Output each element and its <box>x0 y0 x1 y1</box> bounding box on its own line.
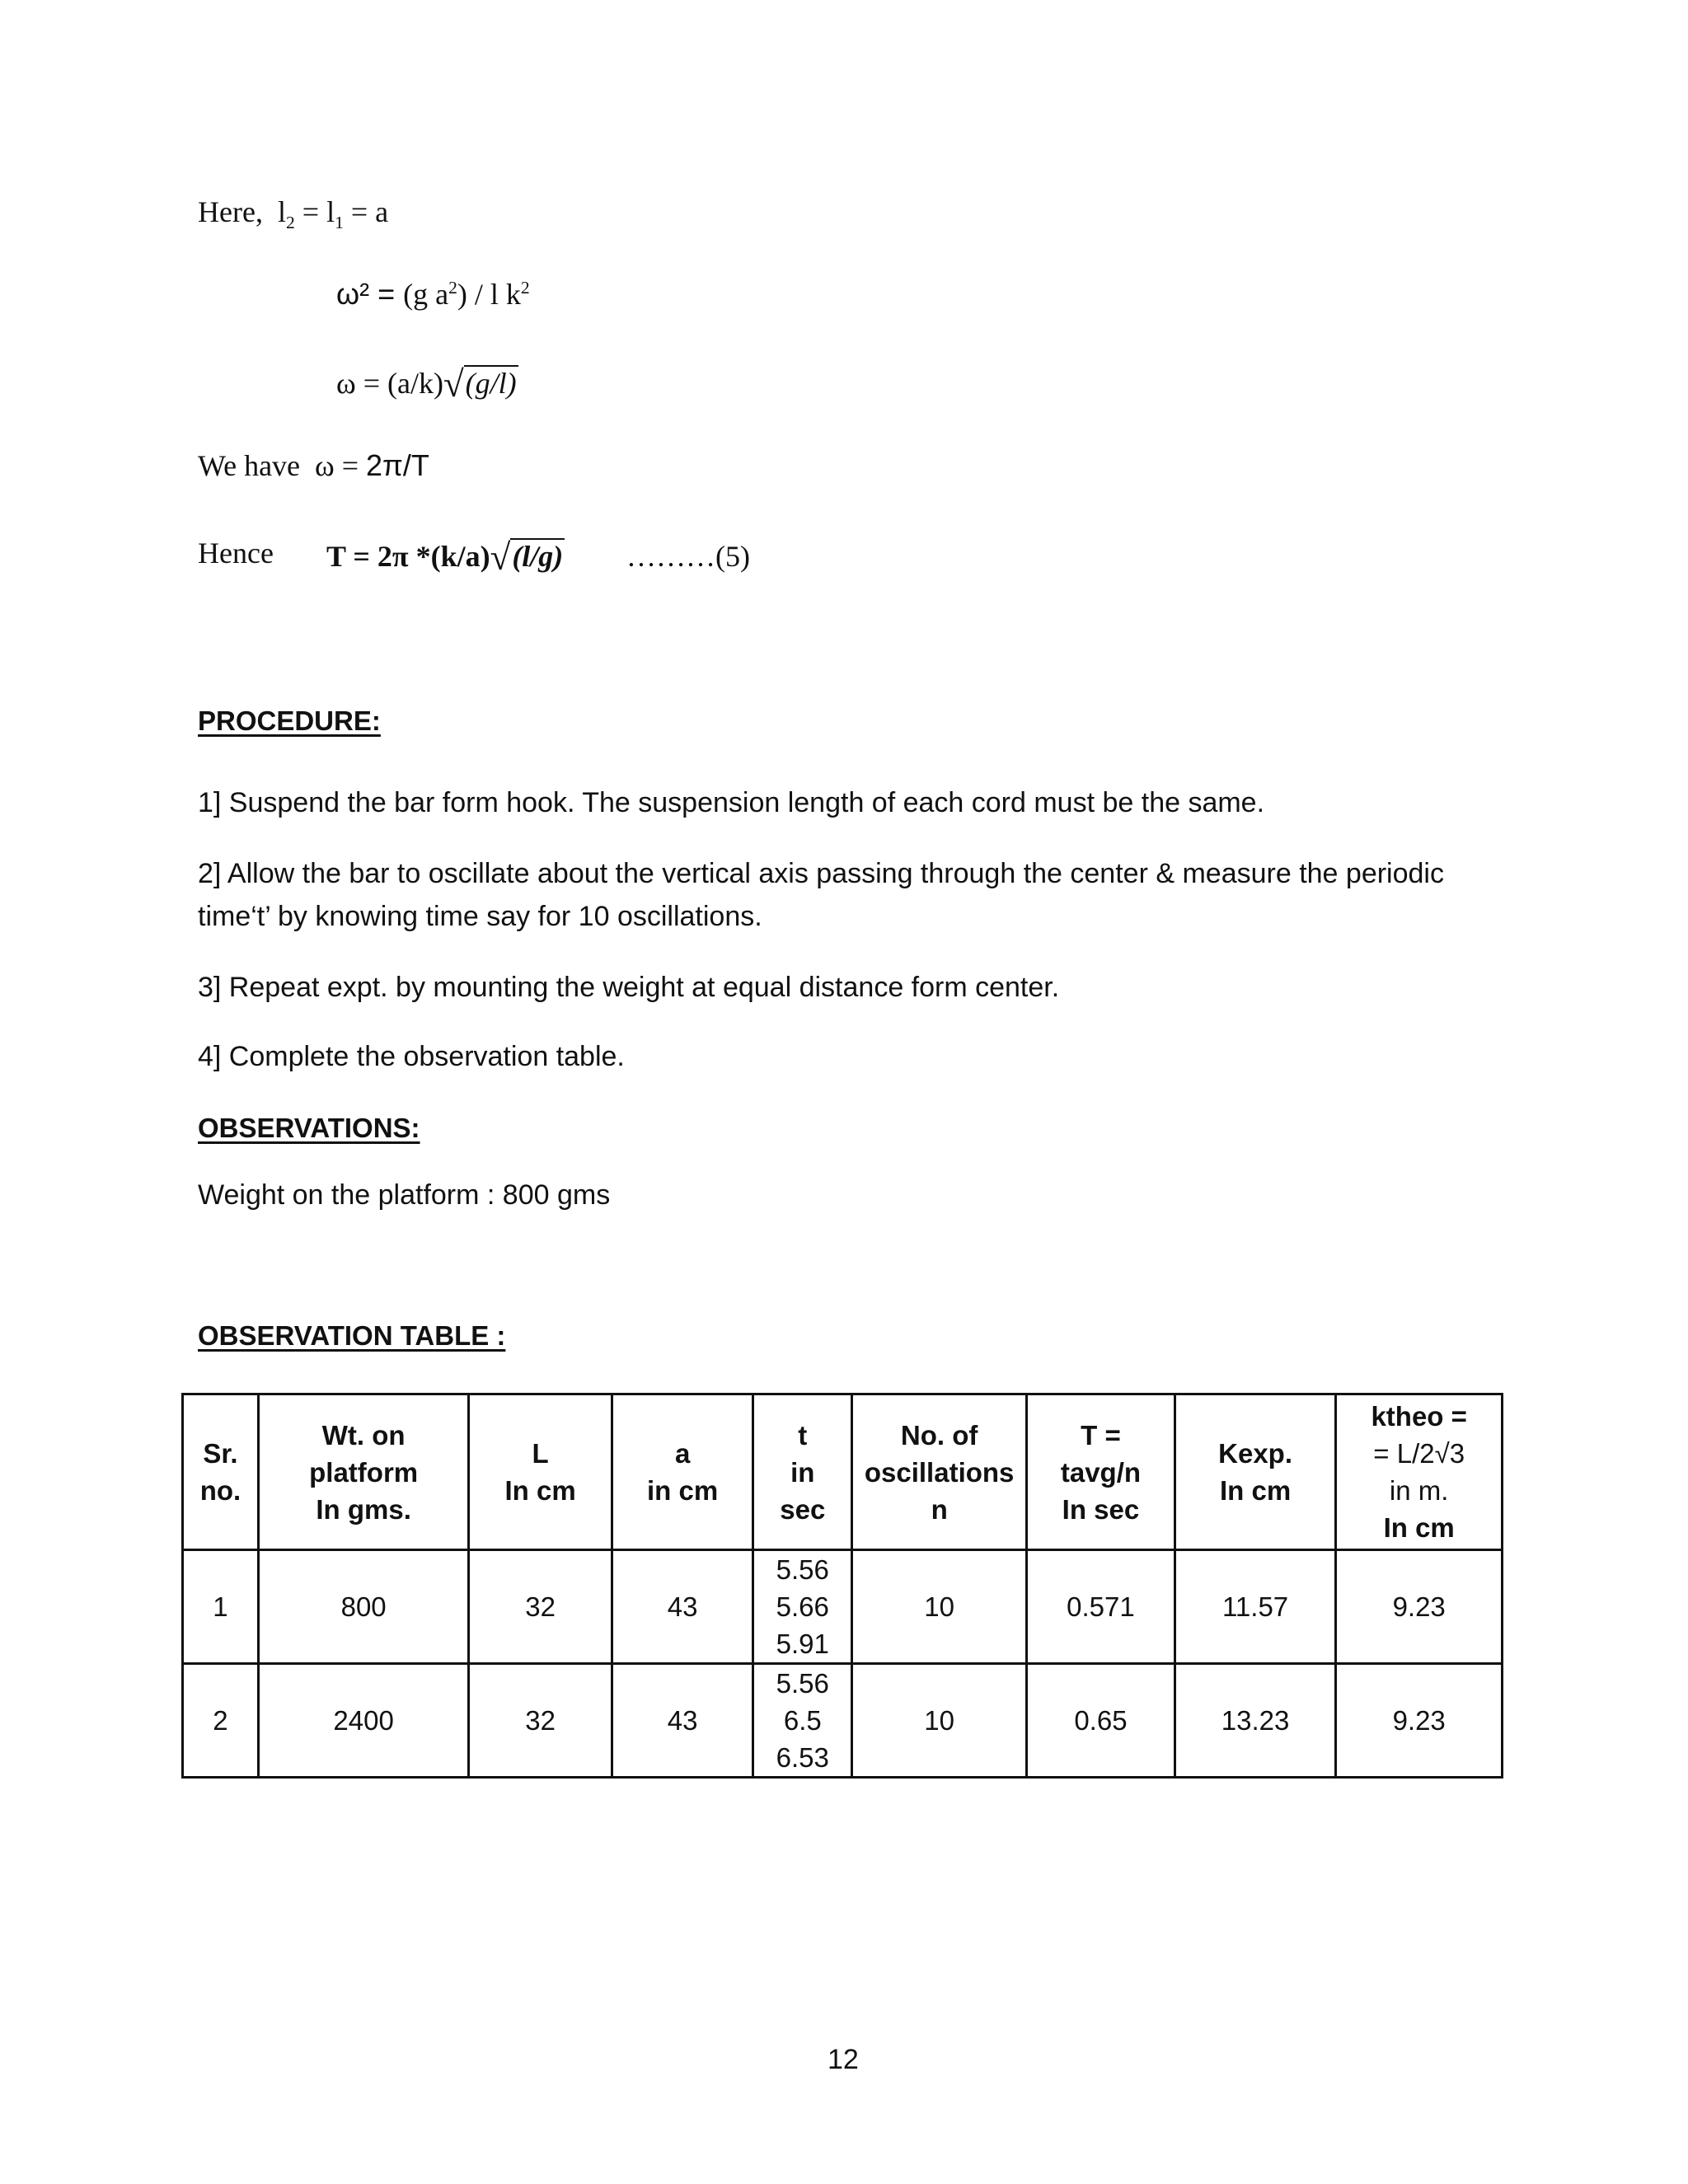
cell-ktheo: 9.23 <box>1336 1664 1503 1778</box>
cell-oscillations: 10 <box>852 1550 1027 1664</box>
observation-table-heading: OBSERVATION TABLE : <box>198 1320 506 1351</box>
sqrt-symbol: √(g/l) <box>443 363 517 405</box>
cell-a: 43 <box>612 1550 753 1664</box>
cell-length: 32 <box>469 1550 612 1664</box>
cell-kexp: 11.57 <box>1175 1550 1336 1664</box>
header-length: L In cm <box>469 1394 612 1550</box>
table-header-row <box>183 1394 1503 1550</box>
cell-ktheo: 9.23 <box>1336 1550 1503 1664</box>
header-ktheo: ktheo = = L/2√3 in m. In cm <box>1336 1394 1503 1550</box>
cell-kexp: 13.23 <box>1175 1664 1336 1778</box>
cell-period: 0.65 <box>1027 1664 1175 1778</box>
procedure-step-2-cont: time‘t’ by knowing time say for 10 oscillations. <box>198 901 762 932</box>
equation-hence: Hence <box>198 537 274 569</box>
cell-time: 5.56 6.5 6.53 <box>753 1664 852 1778</box>
cell-weight: 800 <box>258 1550 469 1664</box>
procedure-heading: PROCEDURE: <box>198 705 381 736</box>
header-period: T = tavg/n In sec <box>1027 1394 1175 1550</box>
cell-period: 0.571 <box>1027 1550 1175 1664</box>
procedure-step-3: 3] Repeat expt. by mounting the weight at equal distance form center. <box>198 972 1060 1003</box>
cell-time: 5.56 5.66 5.91 <box>753 1550 852 1664</box>
equation-omega: ω = (a/k)√(g/l) <box>336 363 517 405</box>
header-time: t in sec <box>753 1394 852 1550</box>
table-row <box>183 1664 1503 1778</box>
observations-heading: OBSERVATIONS: <box>198 1113 420 1143</box>
equation-here: Here, $l_2 = l_1 = a$ <box>198 195 389 233</box>
procedure-step-2: 2] Allow the bar to oscillate about the vertical axis passing through the center & measure the periodic <box>198 858 1444 889</box>
cell-length: 32 <box>469 1664 612 1778</box>
cell-sr: 2 <box>183 1664 259 1778</box>
equation-we-have: We have ω = 2π/T <box>198 448 429 482</box>
procedure-step-1: 1] Suspend the bar form hook. The suspension length of each cord must be the same. <box>198 787 1265 818</box>
header-sr-no: Sr. no. <box>183 1394 259 1550</box>
header-weight: Wt. on platform In gms. <box>258 1394 469 1550</box>
weight-on-platform: Weight on the platform : 800 gms <box>198 1179 611 1211</box>
equation-reference: ………(5) <box>626 540 750 573</box>
header-oscillations: No. of oscillations n <box>852 1394 1027 1550</box>
header-kexp: Kexp. In cm <box>1175 1394 1336 1550</box>
sqrt-symbol: √(l/g) <box>490 537 564 578</box>
observation-table <box>181 1393 1503 1779</box>
header-a: a in cm <box>612 1394 753 1550</box>
procedure-step-4: 4] Complete the observation table. <box>198 1041 625 1072</box>
table-row <box>183 1550 1503 1664</box>
cell-a: 43 <box>612 1664 753 1778</box>
cell-oscillations: 10 <box>852 1664 1027 1778</box>
equation-period: T = 2π *(k/a)√(l/g) <box>326 537 564 578</box>
here-label: Here, <box>198 195 263 228</box>
cell-sr: 1 <box>183 1550 259 1664</box>
cell-weight: 2400 <box>258 1664 469 1778</box>
equation-omega-squared: ω² = (g $a^2$) / l $k^2$ <box>336 277 530 311</box>
page-number: 12 <box>828 2044 859 2075</box>
